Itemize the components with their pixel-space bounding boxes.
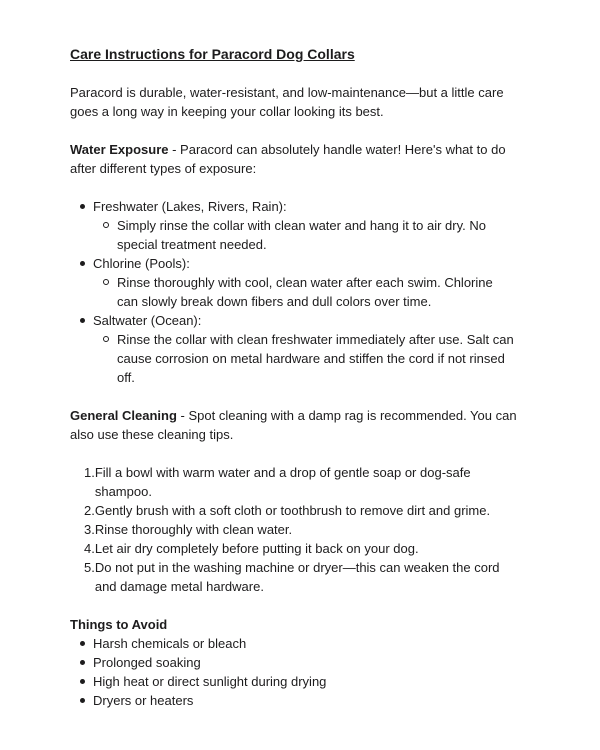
text-line: Saltwater (Ocean): xyxy=(93,313,202,328)
text-line: Gently brush with a soft cloth or toothbrush to remove dirt and grime. xyxy=(94,503,491,518)
text-line: Rinse the collar with clean freshwater immediately after use. Salt can xyxy=(117,332,514,347)
list-item xyxy=(70,653,600,672)
text-line: Paracord is durable, water-resistant, and low-maintenance—but a little care xyxy=(70,85,504,100)
text-line: cause corrosion on metal hardware and stiffen the cord if not rinsed xyxy=(117,351,505,366)
text-line xyxy=(70,406,600,425)
text-line: Prolonged soaking xyxy=(93,655,201,670)
text-line: off. xyxy=(117,370,135,385)
general-cleaning-heading: General Cleaning xyxy=(70,408,177,423)
text-line: Harsh chemicals or bleach xyxy=(93,636,247,651)
text-line: after different types of exposure: xyxy=(70,161,257,176)
list-number: 4. xyxy=(84,541,95,556)
numbered-list-item xyxy=(70,520,600,539)
text-line: Dryers or heaters xyxy=(93,693,194,708)
list-subitem xyxy=(70,216,600,254)
list-item xyxy=(70,672,600,691)
text-line: Let air dry completely before putting it back on your dog. xyxy=(94,541,419,556)
cleaning-steps-list xyxy=(70,463,600,596)
text-line: goes a long way in keeping your collar looking its best. xyxy=(70,104,384,119)
general-cleaning-paragraph xyxy=(70,406,600,444)
list-item xyxy=(70,634,600,653)
text-line: Rinse thoroughly with clean water. xyxy=(94,522,293,537)
text-line: shampoo. xyxy=(94,484,152,499)
list-number: 2. xyxy=(84,503,95,518)
things-to-avoid-list xyxy=(70,634,600,710)
list-subitem xyxy=(70,273,600,311)
text-line: Fill a bowl with warm water and a drop of gentle soap or dog-safe xyxy=(94,465,471,480)
list-item xyxy=(70,254,600,273)
text-line xyxy=(70,140,600,159)
list-number: 3. xyxy=(84,522,95,537)
things-to-avoid-heading xyxy=(70,615,600,634)
list-item xyxy=(70,691,600,710)
text-line: High heat or direct sunlight during drying xyxy=(93,674,327,689)
text-line: can slowly break down fibers and dull colors over time. xyxy=(117,294,432,309)
text-line: Chlorine (Pools): xyxy=(93,256,190,271)
text-line: Freshwater (Lakes, Rivers, Rain): xyxy=(93,199,287,214)
page-title-text: Care Instructions for Paracord Dog Collars xyxy=(70,46,355,62)
text-line: and damage metal hardware. xyxy=(94,579,264,594)
list-item xyxy=(70,311,600,330)
water-exposure-list xyxy=(70,197,600,387)
text-line: also use these cleaning tips. xyxy=(70,427,234,442)
things-to-avoid-heading-text: Things to Avoid xyxy=(70,617,168,632)
numbered-list-item xyxy=(70,558,600,596)
text-line: special treatment needed. xyxy=(117,237,267,252)
numbered-list-item xyxy=(70,501,600,520)
list-subitem xyxy=(70,330,600,387)
text-line xyxy=(70,615,600,634)
page-title xyxy=(70,45,600,64)
list-number: 5. xyxy=(84,560,95,575)
numbered-list-item xyxy=(70,463,600,501)
water-exposure-heading: Water Exposure xyxy=(70,142,169,157)
numbered-list-item xyxy=(70,539,600,558)
text-line: Simply rinse the collar with clean water and hang it to air dry. No xyxy=(117,218,486,233)
list-item xyxy=(70,197,600,216)
text-line: Rinse thoroughly with cool, clean water after each swim. Chlorine xyxy=(117,275,493,290)
list-number: 1. xyxy=(84,465,95,480)
intro-paragraph xyxy=(70,83,600,121)
text-segment: - Paracord can absolutely handle water! Here's what to do xyxy=(168,142,506,157)
text-line: Do not put in the washing machine or dryer—this can weaken the cord xyxy=(94,560,500,575)
text-segment: - Spot cleaning with a damp rag is recommended. You can xyxy=(176,408,517,423)
water-exposure-paragraph xyxy=(70,140,600,178)
